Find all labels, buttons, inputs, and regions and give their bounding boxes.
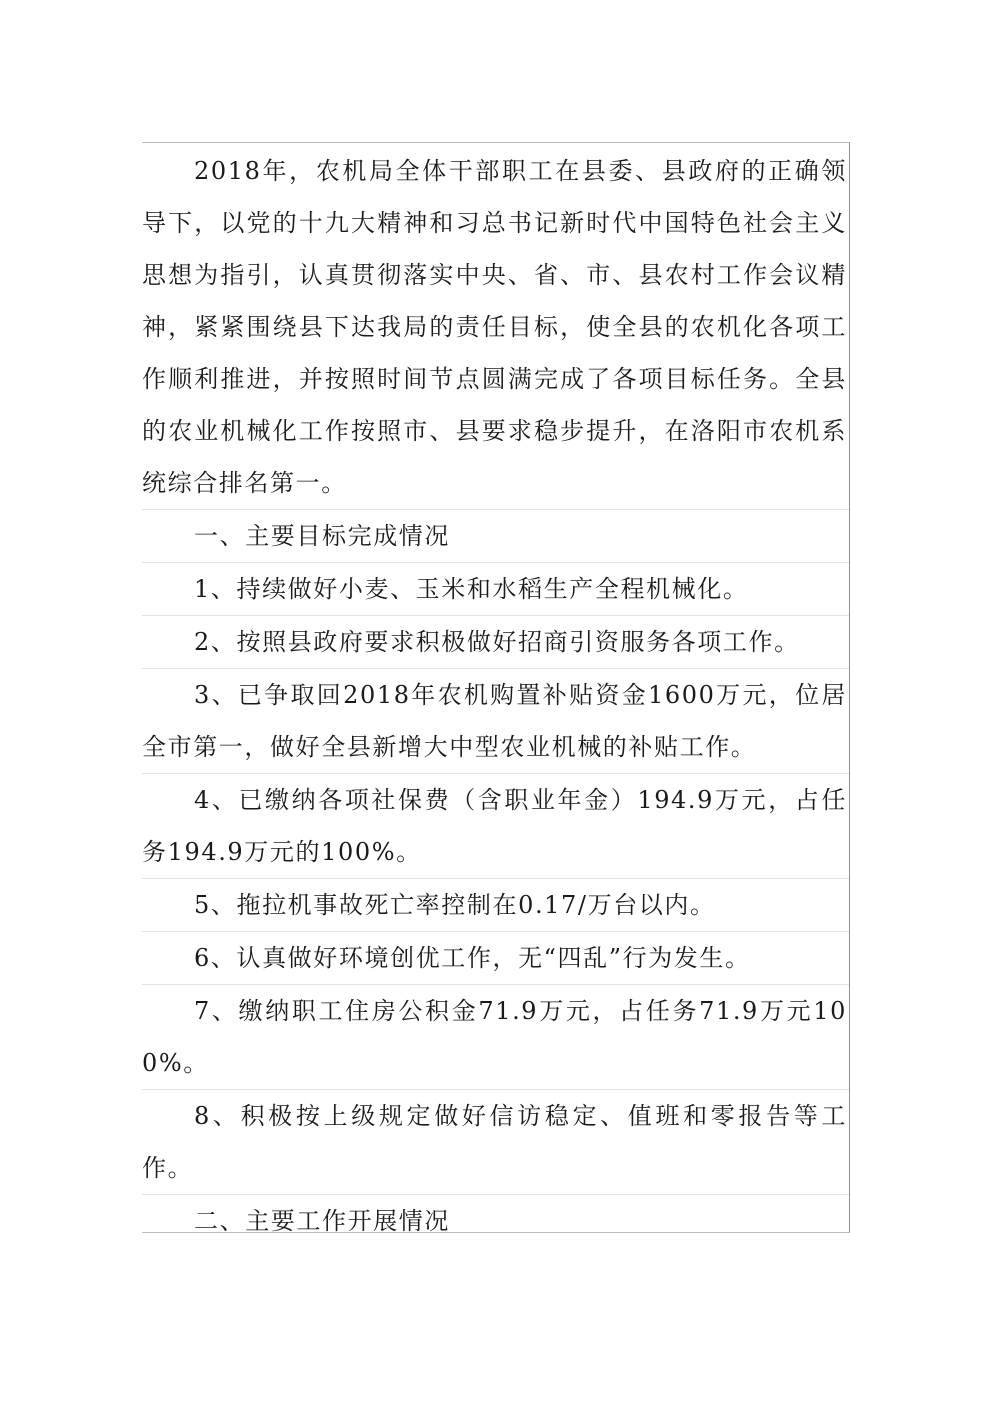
list-item-6: 6、认真做好环境创优工作，无“四乱”行为发生。 <box>142 932 849 985</box>
list-item-1: 1、持续做好小麦、玉米和水稻生产全程机械化。 <box>142 563 849 616</box>
document-page <box>142 142 850 1233</box>
list-item-3: 3、已争取回2018年农机购置补贴资金1600万元，位居全市第一，做好全县新增大中型农业机械的补贴工作。 <box>142 669 849 774</box>
section-heading-targets: 一、主要目标完成情况 <box>142 510 849 563</box>
list-item-5: 5、拖拉机事故死亡率控制在0.17/万台以内。 <box>142 879 849 932</box>
list-item-4: 4、已缴纳各项社保费（含职业年金）194.9万元，占任务194.9万元的100%。 <box>142 774 849 879</box>
section-heading-work: 二、主要工作开展情况 <box>194 1207 450 1235</box>
list-item-2: 2、按照县政府要求积极做好招商引资服务各项工作。 <box>142 616 849 669</box>
list-item-7: 7、缴纳职工住房公积金71.9万元，占任务71.9万元100%。 <box>142 985 849 1090</box>
paragraph-intro: 2018年，农机局全体干部职工在县委、县政府的正确领导下，以党的十九大精神和习总书记新时代中国特色社会主义思想为指引，认真贯彻落实中央、省、市、县农村工作会议精神，紧紧围绕县下达我局的责任目标，使全县的农机化各项工作顺利推进，并按照时间节点圆满完成了各项目标任务。全县的农业机械化工作按照市、县要求稳步提升，在洛阳市农机系统综合排名第一。 <box>142 143 849 510</box>
list-item-8: 8、积极按上级规定做好信访稳定、值班和零报告等工作。 <box>142 1090 849 1195</box>
